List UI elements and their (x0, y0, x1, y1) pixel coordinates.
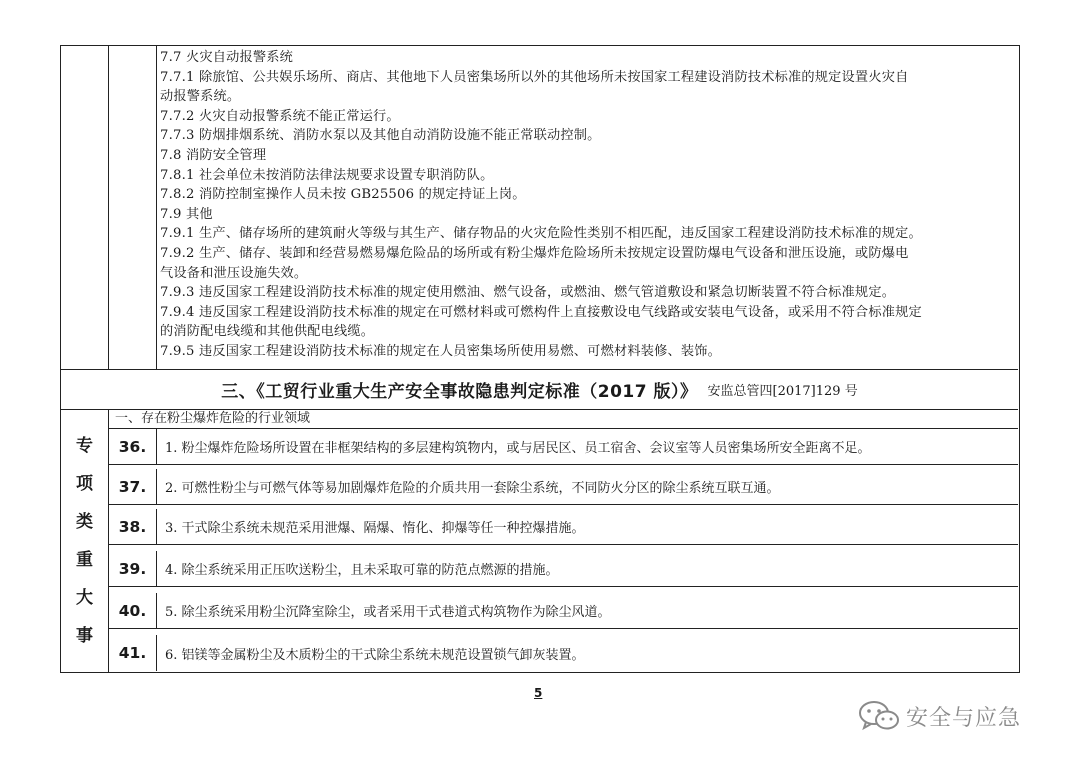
table-row (109, 635, 1018, 671)
text-line: 7.7.1 除旅馆、公共娱乐场所、商店、其他地下人员密集场所以外的其他场所未按国家工程建设消防技术标准的规定设置火灾自 (160, 69, 909, 85)
text-line: 7.9.1 生产、储存场所的建筑耐火等级与其生产、储存物品的火灾危险性类别不相匹配，违反国家工程建设消防技术标准的规定。 (160, 226, 922, 242)
side-label-char: 项 (76, 474, 93, 494)
table-row (109, 469, 1018, 505)
wechat-icon (858, 699, 900, 733)
text-line: 7.8.2 消防控制室操作人员未按 GB25506 的规定持证上岗。 (160, 187, 526, 203)
watermark-text: 安全与应急 (906, 705, 1022, 731)
text-line: 7.7.3 防烟排烟系统、消防水泵以及其他自动消防设施不能正常联动控制。 (160, 128, 601, 144)
side-label-char: 事 (76, 626, 93, 646)
text-line: 7.9.3 违反国家工程建设消防技术标准的规定使用燃油、燃气设备，或燃油、燃气管道敷设和紧急切断装置不符合标准规定。 (160, 285, 896, 301)
text-line: 7.9.5 违反国家工程建设消防技术标准的规定在人员密集场所使用易燃、可燃材料装修、装饰。 (160, 343, 722, 359)
row-number: 36. (109, 429, 157, 464)
table-row (109, 509, 1018, 545)
text-line: 动报警系统。 (160, 89, 241, 105)
document-table (60, 45, 1020, 673)
text-line: 气设备和泄压设施失效。 (160, 265, 308, 281)
side-label-char: 类 (76, 512, 93, 532)
side-label-char: 大 (76, 588, 93, 608)
text-line: 7.7 火灾自动报警系统 (160, 50, 294, 65)
row-number: 39. (109, 551, 157, 586)
side-label-char: 专 (76, 436, 93, 456)
row-number: 40. (109, 593, 157, 628)
text-line: 7.8 消防安全管理 (160, 147, 267, 163)
row-text: 3. 干式除尘系统未规范采用泄爆、隔爆、惰化、抑爆等任一种控爆措施。 (165, 521, 585, 536)
side-category-label (61, 410, 109, 672)
subheading: 一、存在粉尘爆炸危险的行业领域 (109, 410, 1018, 429)
text-line: 的消防配电线缆和其他供配电线缆。 (160, 324, 375, 340)
row-text: 2. 可燃性粉尘与可燃气体等易加剧爆炸危险的介质共用一套除尘系统，不同防火分区的除尘系统互联互通。 (165, 481, 780, 496)
text-line: 7.9.2 生产、储存、装卸和经营易燃易爆危险品的场所或有粉尘爆炸危险场所未按规定设置防爆电气设备和泄压设施，或防爆电 (160, 245, 909, 261)
row-text: 5. 除尘系统采用粉尘沉降室除尘，或者采用干式巷道式构筑物作为除尘风道。 (165, 605, 611, 620)
row-number: 38. (109, 509, 157, 544)
table-row (109, 551, 1018, 587)
row-text: 4. 除尘系统采用正压吹送粉尘，且未采取可靠的防范点燃源的措施。 (165, 563, 559, 578)
table-row (109, 593, 1018, 629)
text-line: 7.8.1 社会单位未按消防法律法规要求设置专职消防队。 (160, 167, 494, 183)
watermark (858, 696, 1058, 736)
section-title: 三、《工贸行业重大生产安全事故隐患判定标准（2017 版）》 (221, 382, 698, 402)
text-line: 7.7.2 火灾自动报警系统不能正常运行。 (160, 108, 400, 124)
row-number: 37. (109, 469, 157, 504)
row-text: 6. 铝镁等金属粉尘及木质粉尘的干式除尘系统未规范设置锁气卸灰装置。 (165, 647, 585, 663)
table-row (109, 429, 1018, 465)
page-number: 5 (534, 686, 543, 700)
text-line: 7.9.4 违反国家工程建设消防技术标准的规定在可燃材料或可燃构件上直接敷设电气线路或安装电气设备，或采用不符合标准规定 (160, 304, 922, 320)
section-header (61, 369, 1018, 410)
fire-safety-items (160, 46, 1018, 369)
section-reference: 安监总管四[2017]129 号 (707, 384, 858, 399)
row-number: 41. (109, 635, 157, 671)
side-label-char: 重 (76, 550, 93, 570)
row-text: 1. 粉尘爆炸危险场所设置在非框架结构的多层建构筑物内，或与居民区、员工宿舍、会议室等人员密集场所安全距离不足。 (165, 441, 871, 456)
text-line: 7.9 其他 (160, 206, 213, 222)
empty-cell-col2 (109, 46, 157, 369)
empty-cell-col1 (61, 46, 109, 369)
